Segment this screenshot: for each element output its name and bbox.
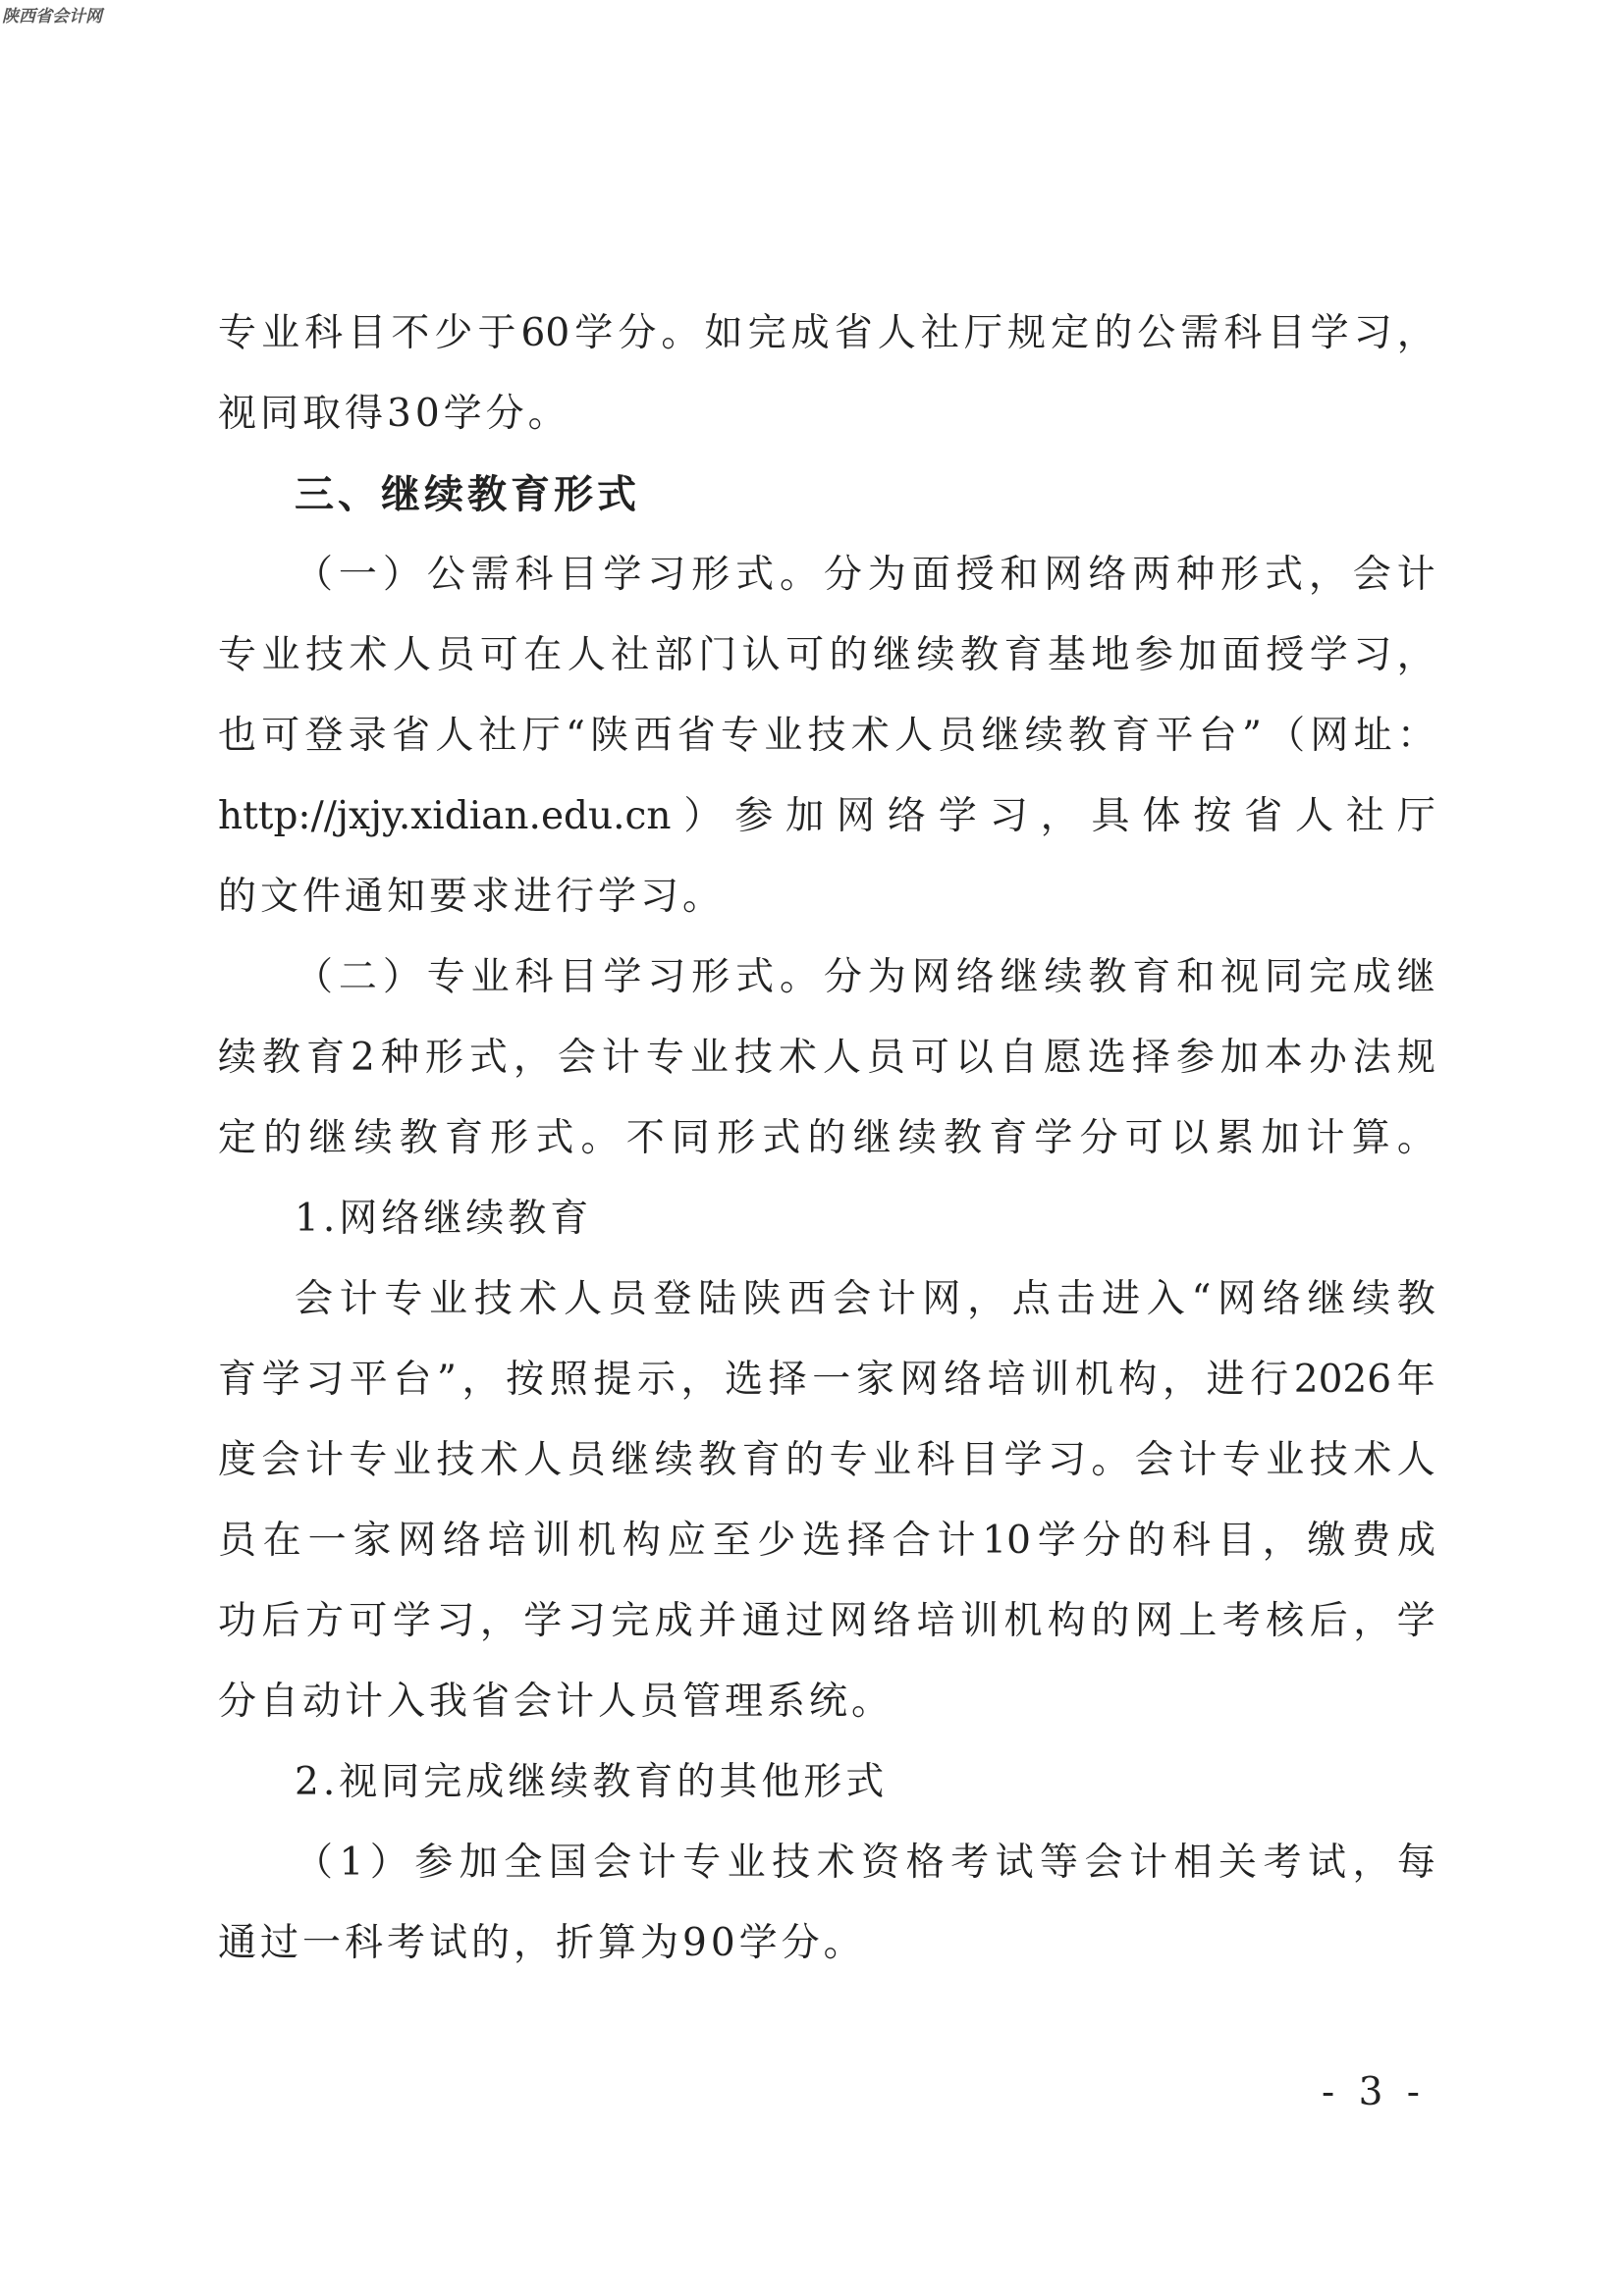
paragraph-line: 度 会 计 专 业 技 术 人 员 继 续 教 育 的 专 业 科 目 学 习 。 会 计 专 业 技 术 人 <box>218 1438 1435 1482</box>
paragraph-line: （ 一 ） 公 需 科 目 学 习 形 式 。 分 为 面 授 和 网 络 两 种 形 式 ， 会 计 <box>295 553 1435 597</box>
paragraph-line: 会 计 专 业 技 术 人 员 登 陆 陕 西 会 计 网 ， 点 击 进 入 “ 网 络 继 续 教 <box>295 1277 1435 1321</box>
paragraph-line: （ 1 ） 参 加 全 国 会 计 专 业 技 术 资 格 考 试 等 会 计 相 关 考 试 ， 每 <box>295 1841 1435 1885</box>
paragraph-line: 续 教 育 2 种 形 式 ， 会 计 专 业 技 术 人 员 可 以 自 愿 选 择 参 加 本 办 法 规 <box>218 1036 1435 1080</box>
paragraph-line: 员 在 一 家 网 络 培 训 机 构 应 至 少 选 择 合 计 10 学 分 的 科 目 ， 缴 费 成 <box>218 1519 1435 1563</box>
paragraph-line: 专 业 技 术 人 员 可 在 人 社 部 门 认 可 的 继 续 教 育 基 地 参 加 面 授 学 习 ， <box>218 633 1435 677</box>
section-heading: 三、继续教育形式 <box>295 472 640 517</box>
paragraph-line: 育 学 习 平 台 ” ， 按 照 提 示 ， 选 择 一 家 网 络 培 训 机 构 ， 进 行 2026 年 <box>218 1358 1435 1402</box>
paragraph-line: http://jxjy.xidian.edu.cn ） 参 加 网 络 学 习 ， 具 体 按 省 人 社 厅 <box>218 794 1435 838</box>
paragraph-line: 也 可 登 录 省 人 社 厅 “ 陕 西 省 专 业 技 术 人 员 继 续 教 育 平 台 ” （ 网 址 ： <box>218 714 1435 758</box>
paragraph-line: 功 后 方 可 学 习 ， 学 习 完 成 并 通 过 网 络 培 训 机 构 的 网 上 考 核 后 ， 学 <box>218 1599 1435 1643</box>
watermark-logo: 陕西省会计网 <box>2 7 102 27</box>
page-number: - 3 - <box>1322 2070 1426 2114</box>
paragraph-line: （ 二 ） 专 业 科 目 学 习 形 式 。 分 为 网 络 继 续 教 育 和 视 同 完 成 继 <box>295 955 1435 999</box>
paragraph-line: 的文件通知要求进行学习。 <box>218 875 726 919</box>
paragraph-line: 定 的 继 续 教 育 形 式 。 不 同 形 式 的 继 续 教 育 学 分 可 以 累 加 计 算 。 <box>218 1116 1435 1160</box>
paragraph-line: 通过一科考试的，折算为90学分。 <box>218 1921 866 1965</box>
paragraph-line: 分自动计入我省会计人员管理系统。 <box>218 1680 894 1724</box>
paragraph-line: 视同取得30学分。 <box>218 392 570 436</box>
paragraph-line: 2.视同完成继续教育的其他形式 <box>295 1760 889 1804</box>
paragraph-line: 1.网络继续教育 <box>295 1197 593 1241</box>
paragraph-line: 专 业 科 目 不 少 于 60 学 分 。 如 完 成 省 人 社 厅 规 定 的 公 需 科 目 学 习 ， <box>218 311 1435 355</box>
